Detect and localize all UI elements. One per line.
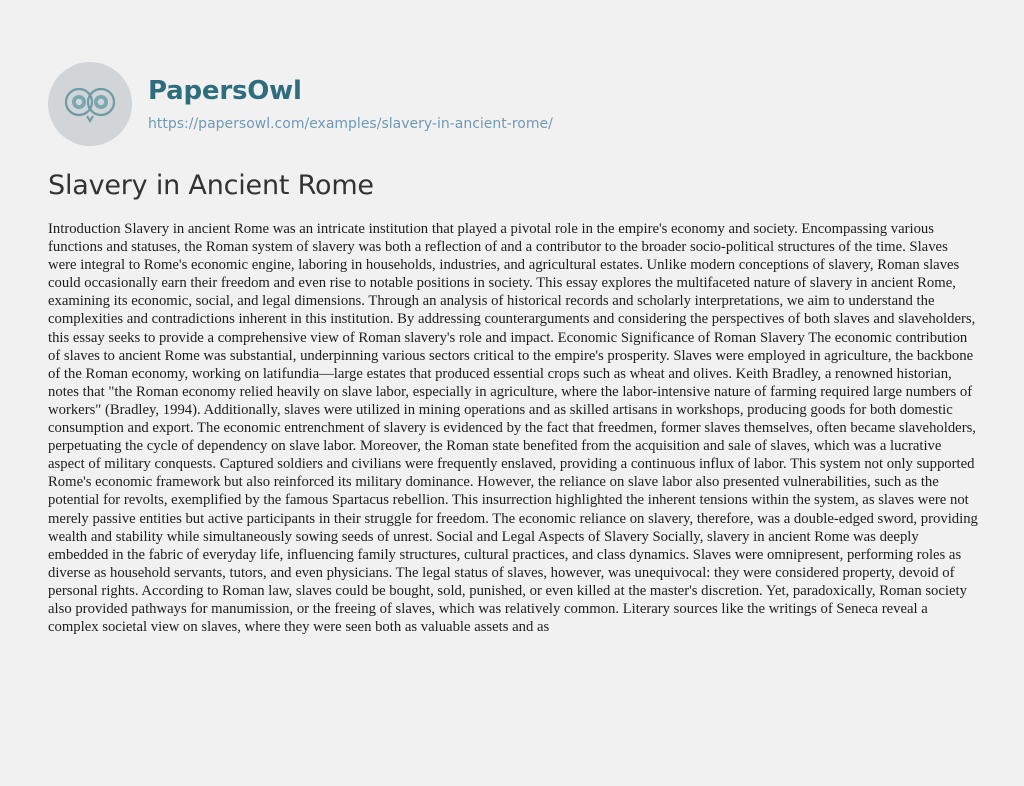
source-url-link[interactable]: https://papersowl.com/examples/slavery-in-ancient-rome/: [148, 116, 553, 132]
essay-body: Introduction Slavery in ancient Rome was an intricate institution that played a pivotal role in the empire's economy and society. Encompassing various functions and statuses, the Roman system of slavery was both a reflection of and a contributor to the broader socio-political structures of the time. Slaves were integral to Rome's economic engine, laboring in households, industries, and agricultural estates. Unlike modern conceptions of slavery, Roman slaves could occasionally earn their freedom and even rise to notable positions in society. This essay explores the multifaceted nature of slavery in ancient Rome, examining its economic, social, and legal dimensions. Through an analysis of historical records and scholarly interpretations, we aim to understand the complexities and contradictions inherent in this institution. By addressing counterarguments and considering the perspectives of both slaves and slaveholders, this essay seeks to provide a comprehensive view of Roman slavery's role and impact. Economic Significance of Roman Slavery The economic contribution of slaves to ancient Rome was substantial, underpinning various sectors critical to the empire's prosperity. Slaves were employed in agriculture, the backbone of the Roman economy, working on latifundia—large estates that produced essential crops such as wheat and olives. Keith Bradley, a renowned historian, notes that "the Roman economy relied heavily on slave labor, especially in agriculture, where the labor-intensive nature of farming required large numbers of workers" (Bradley, 1994). Additionally, slaves were utilized in mining operations and as skilled artisans in workshops, producing goods for both domestic consumption and export. The economic entrenchment of slavery is evidenced by the fact that freedmen, former slaves themselves, often became slaveholders, perpetuating the cycle of dependency on slave labor. Moreover, the Roman state benefited from the acquisition and sale of slaves, which was a lucrative aspect of military conquests. Captured soldiers and civilians were frequently enslaved, providing a continuous influx of labor. This system not only supported Rome's economic framework but also reinforced its military dominance. However, the reliance on slave labor also presented vulnerabilities, such as the potential for revolts, exemplified by the famous Spartacus rebellion. This insurrection highlighted the inherent tensions within the system, as slaves were not merely passive entities but active participants in their struggle for freedom. The economic reliance on slavery, therefore, was a double-edged sword, providing wealth and stability while simultaneously sowing seeds of unrest. Social and Legal Aspects of Slavery Socially, slavery in ancient Rome was deeply embedded in the fabric of everyday life, influencing family structures, cultural practices, and class dynamics. Slaves were omnipresent, performing roles as diverse as household servants, tutors, and even physicians. The legal status of slaves, however, was unequivocal: they were considered property, devoid of personal rights. According to Roman law, slaves could be bought, sold, punished, or even killed at the master's discretion. Yet, paradoxically, Roman society also provided pathways for manumission, or the freeing of slaves, which was relatively common. Literary sources like the writings of Seneca reveal a complex societal view on slaves, where they were seen both as valuable assets and as: [48, 221, 978, 636]
owl-eyes-icon: [48, 62, 132, 146]
brand-name: PapersOwl: [148, 76, 302, 106]
brand: [148, 76, 553, 132]
owl-eyes-icon-graphic: [62, 84, 118, 124]
essay-title: Slavery in Ancient Rome: [48, 170, 374, 201]
header: [48, 62, 553, 146]
